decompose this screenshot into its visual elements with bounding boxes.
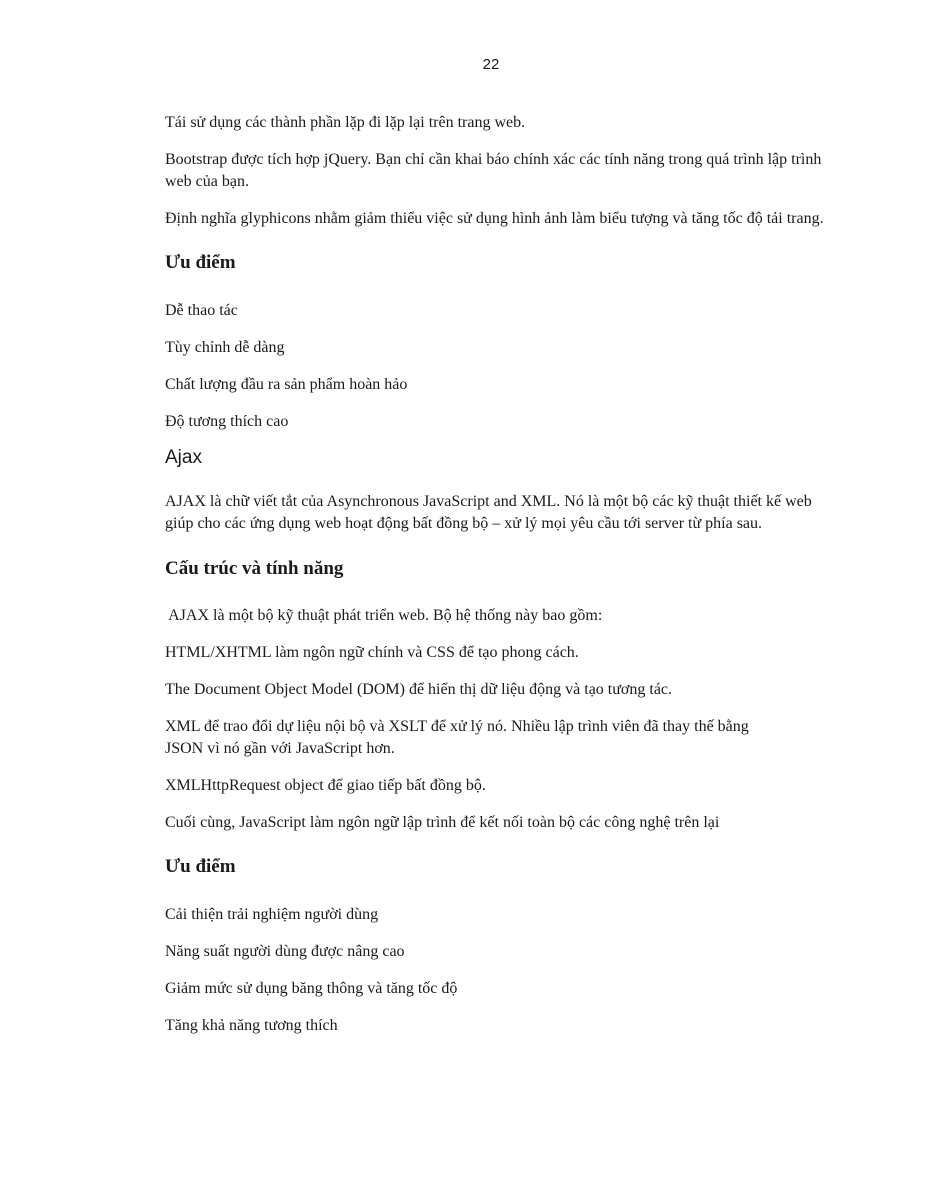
bootstrap-advantage-3: Chất lượng đầu ra sản phẩm hoàn hảo (165, 376, 408, 393)
bootstrap-feature-3: Định nghĩa glyphicons nhằm giảm thiểu việc sử dụng hình ảnh làm biểu tượng và tăng tốc độ tải trang. (165, 210, 824, 227)
ajax-advantage-1: Cải thiện trải nghiệm người dùng (165, 906, 379, 923)
ajax-advantages-heading: Ưu điểm (165, 856, 236, 877)
ajax-intro: AJAX là chữ viết tắt của Asynchronous JavaScript and XML. Nó là một bộ các kỹ thuật thiết kế web giúp cho các ứng dụng web hoạt động bất đồng bộ – xử lý mọi yêu cầu tới server từ phía sau. (165, 493, 812, 532)
ajax-structure-item-5: Cuối cùng, JavaScript làm ngôn ngữ lập trình để kết nối toàn bộ các công nghệ trên lại (165, 814, 720, 831)
page-number: 22 (482, 56, 500, 73)
bootstrap-advantage-2: Tùy chỉnh dễ dàng (165, 339, 285, 356)
ajax-heading: Ajax (165, 447, 202, 468)
ajax-advantage-4: Tăng khả năng tương thích (165, 1017, 338, 1034)
ajax-structure-item-2: The Document Object Model (DOM) để hiển thị dữ liệu động và tạo tương tác. (165, 681, 673, 698)
ajax-structure-item-1: HTML/XHTML làm ngôn ngữ chính và CSS để tạo phong cách. (165, 644, 579, 661)
ajax-advantage-3: Giảm mức sử dụng băng thông và tăng tốc độ (165, 980, 458, 997)
ajax-structure-heading: Cấu trúc và tính năng (165, 558, 344, 579)
bootstrap-advantages-heading: Ưu điểm (165, 252, 236, 273)
bootstrap-feature-1: Tái sử dụng các thành phần lặp đi lặp lại trên trang web. (165, 114, 526, 131)
ajax-structure-item-3: XML để trao đổi dự liệu nội bộ và XSLT để xử lý nó. Nhiều lập trình viên đã thay thế bằng JSON vì nó gần với JavaScript hơn. (165, 718, 749, 757)
bootstrap-feature-2: Bootstrap được tích hợp jQuery. Bạn chỉ cần khai báo chính xác các tính năng trong quá trình lập trình web của bạn. (165, 151, 822, 190)
ajax-structure-intro: AJAX là một bộ kỹ thuật phát triển web. Bộ hệ thống này bao gồm: (165, 607, 603, 624)
ajax-structure-item-4: XMLHttpRequest object để giao tiếp bất đồng bộ. (165, 777, 486, 794)
ajax-advantage-2: Năng suất người dùng được nâng cao (165, 943, 405, 960)
bootstrap-advantage-1: Dễ thao tác (165, 302, 238, 319)
page-content (165, 112, 835, 1037)
bootstrap-advantage-4: Độ tương thích cao (165, 413, 289, 430)
